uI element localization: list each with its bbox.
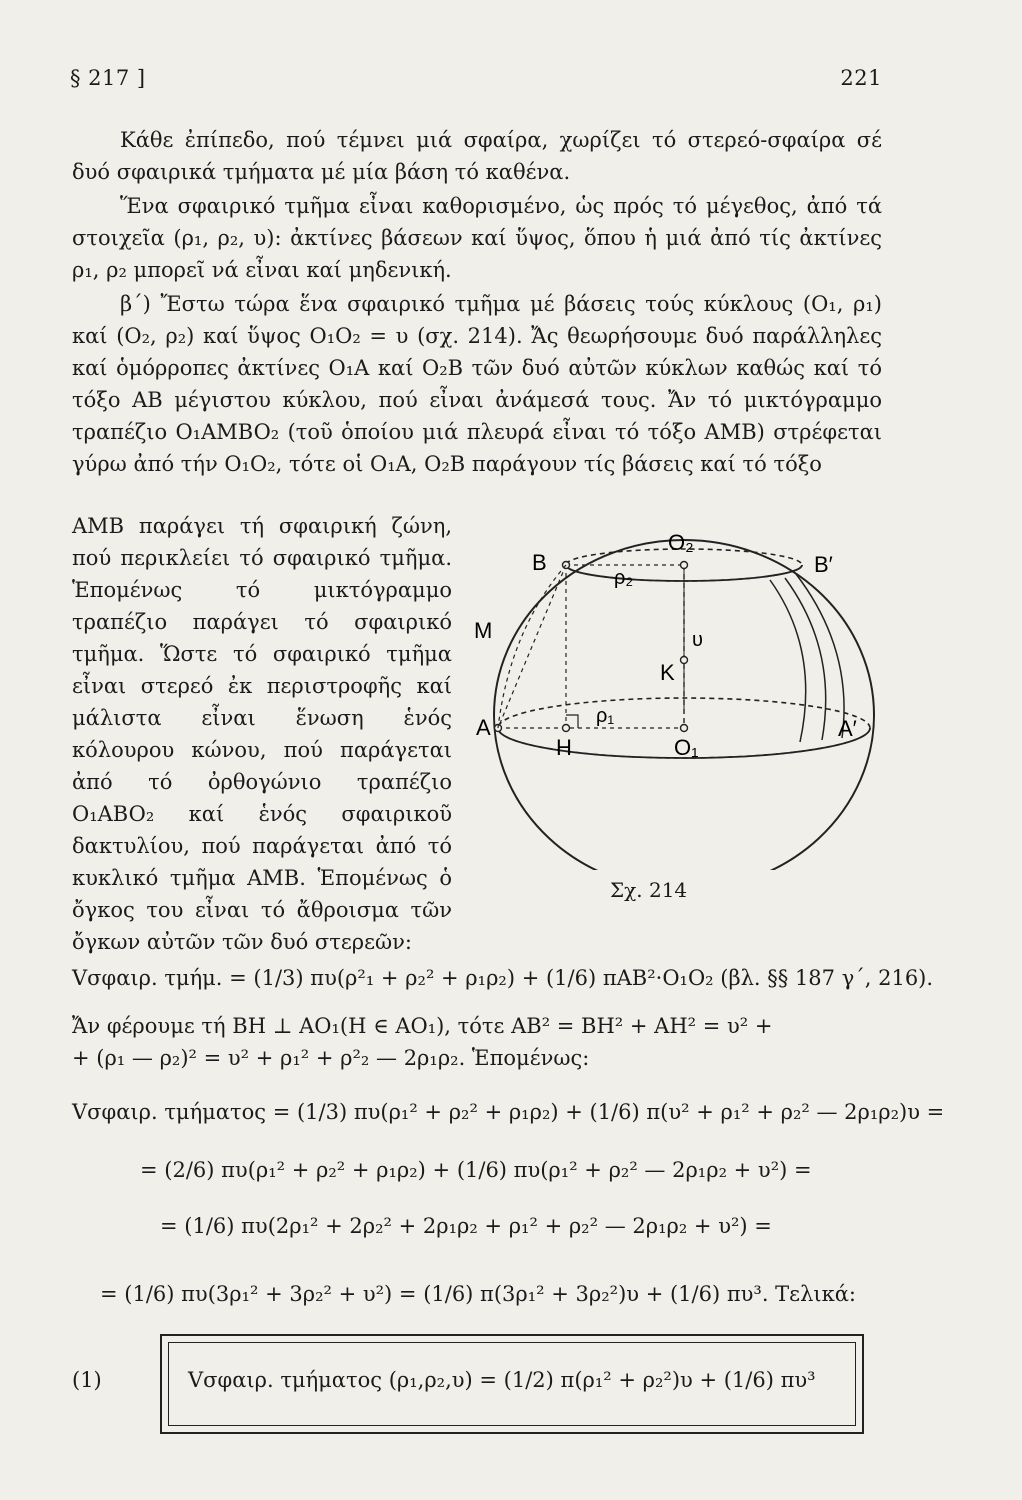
label-h: H	[556, 735, 572, 760]
wrapped-paragraph: AMB παράγει τή σφαιρική ζώνη, πού περικλείει τό σφαιρικό τμῆμα. Ἑπομένως τό μικτόγραμμο τραπέζιο παράγει τό σφαιρικό τμῆμα. Ὥστε τό σφαιρικό τμῆμα εἶναι στερεό ἐκ περιστροφῆς καί μάλιστα εἶναι ἕνωση ἑνός κόλουρου κώνου, πού παράγεται ἀπό τό ὀρθογώνιο τραπέζιο O₁ABO₂ καί ἑνός σφαιρικοῦ δακτυλίου, πού παράγεται ἀπό τό κυκλικό τμῆμα AMB. Ἑπομένως ὁ ὄγκος του εἶναι τό ἄθροισμα τῶν ὄγκων αὐτῶν τῶν δυό στερεῶν:	[72, 514, 452, 954]
equation-2b: + (ρ₁ — ρ₂)² = υ² + ρ₁² + ρ²₂ — 2ρ₁ρ₂. Ἑπομένως:	[72, 1046, 590, 1070]
point-h	[563, 725, 570, 732]
figure-caption: Σχ. 214	[610, 878, 688, 902]
label-b-prime: B′	[814, 552, 833, 577]
label-o2: O₂	[668, 530, 694, 555]
point-k	[681, 657, 688, 664]
label-rho2: ρ₂	[614, 567, 634, 589]
label-a-prime: A′	[838, 716, 857, 741]
section-reference: § 217 ]	[70, 66, 146, 90]
paragraph-2: Ἕνα σφαιρικό τμῆμα εἶναι καθορισμένο, ὡς πρός τό μέγεθος, ἀπό τά στοιχεῖα (ρ₁, ρ₂, υ): ἀκτίνες βάσεων καί ὕψος, ὅπου ἡ μιά ἀπό τίς ἀκτίνες ρ₁, ρ₂ μπορεῖ νά εἶναι καί μηδενική.	[72, 194, 882, 282]
zone-arc-2	[785, 578, 826, 740]
point-o2	[681, 562, 688, 569]
figure-214	[470, 510, 880, 910]
equation-number: (1)	[72, 1368, 102, 1392]
equation-5: = (1/6) πυ(2ρ₁² + 2ρ₂² + 2ρ₁ρ₂ + ρ₁² + ρ₂² — 2ρ₁ρ₂ + υ²) =	[160, 1214, 772, 1238]
paragraph-3: β΄) Ἔστω τώρα ἕνα σφαιρικό τμῆμα μέ βάσεις τούς κύκλους (O₁, ρ₁) καί (O₂, ρ₂) καί ὕψος O₁O₂ = υ (σχ. 214). Ἄς θεωρήσουμε δυό παράλληλες καί ὁμόρροπες ἀκτίνες O₁A καί O₂B τῶν δυό αὐτῶν κύκλων καθώς καί τό τόξο AB μέγιστου κύκλου, πού εἶναι ἀνάμεσά τους. Ἄν τό μικτόγραμμο τραπέζιο O₁AMBO₂ (τοῦ ὁποίου μιά πλευρά εἶναι τό τόξο AMB) στρέφεται γύρω ἀπό τήν O₁O₂, τότε οἱ O₁A, O₂B παράγουν τίς βάσεις καί τό τόξο	[72, 292, 882, 476]
point-o1	[681, 725, 688, 732]
equation-2a: Ἄν φέρουμε τή BH ⊥ AO₁(H ∈ AO₁), τότε AB² = BH² + AH² = υ² +	[72, 1014, 773, 1038]
page-number: 221	[840, 66, 882, 90]
paragraph-1: Κάθε ἐπίπεδο, πού τέμνει μιά σφαίρα, χωρίζει τό στερεό-σφαίρα σέ δυό σφαιρικά τμήματα μέ μία βάση τό καθένα.	[72, 128, 882, 184]
equation-6: = (1/6) πυ(3ρ₁² + 3ρ₂² + υ²) = (1/6) π(3ρ₁² + 3ρ₂²)υ + (1/6) πυ³. Τελικά:	[100, 1282, 856, 1306]
equation-4: = (2/6) πυ(ρ₁² + ρ₂² + ρ₁ρ₂) + (1/6) πυ(ρ₁² + ρ₂² — 2ρ₁ρ₂ + υ²) =	[140, 1158, 812, 1182]
label-b: B	[532, 550, 547, 575]
label-k: K	[660, 660, 675, 685]
label-o1: O₁	[674, 735, 699, 760]
final-formula: Vσφαιρ. τμήματος (ρ₁,ρ₂,υ) = (1/2) π(ρ₁² + ρ₂²)υ + (1/6) πυ³	[188, 1368, 816, 1392]
label-a: A	[476, 715, 491, 740]
label-rho1: ρ₁	[596, 705, 615, 727]
sphere-segment-diagram	[470, 510, 880, 870]
equation-3: Vσφαιρ. τμήματος = (1/3) πυ(ρ₁² + ρ₂² + ρ₁ρ₂) + (1/6) π(υ² + ρ₁² + ρ₂² — 2ρ₁ρ₂)υ =	[72, 1100, 945, 1124]
equation-1: Vσφαιρ. τμήμ. = (1/3) πυ(ρ²₁ + ρ₂² + ρ₁ρ₂) + (1/6) πAB²·O₁O₂ (βλ. §§ 187 γ΄, 216).	[72, 966, 934, 990]
label-upsilon: υ	[692, 629, 703, 651]
zone-arc-1	[770, 580, 806, 742]
label-m: M	[474, 618, 493, 643]
